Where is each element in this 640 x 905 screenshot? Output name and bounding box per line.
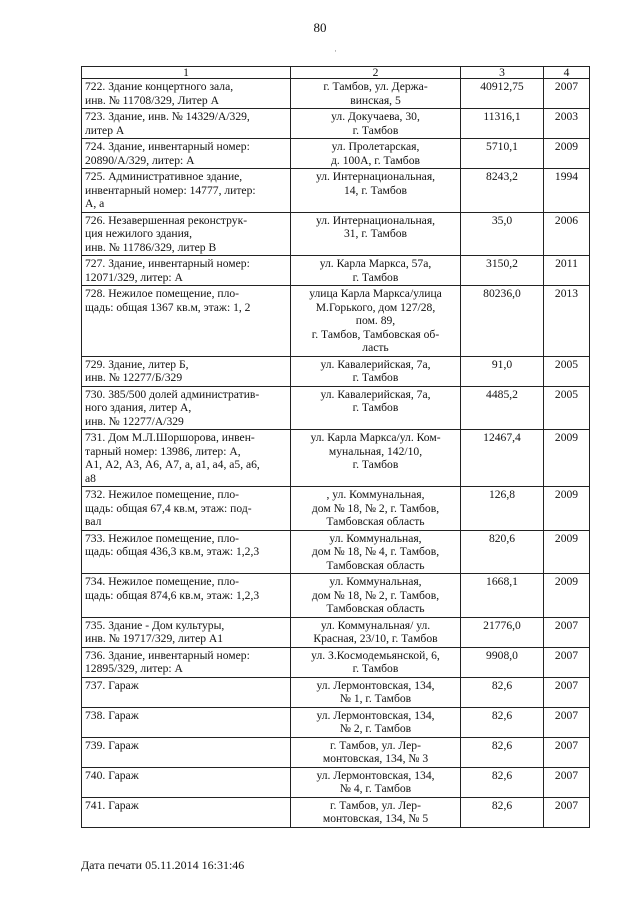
table-row [82,647,590,677]
area-cell: 1668,1 [461,574,544,618]
year-cell: 2007 [544,797,590,827]
address-cell: ул. Докучаева, 30, г. Тамбов [291,109,461,139]
object-name-cell: 723. Здание, инв. № 14329/А/329, литер А [82,109,291,139]
object-name-cell: 728. Нежилое помещение, пло- щадь: общая 1367 кв.м, этаж: 1, 2 [82,286,291,357]
table-header-row [82,67,590,79]
area-cell: 82,6 [461,737,544,767]
area-cell: 82,6 [461,797,544,827]
table-row [82,169,590,213]
address-cell: г. Тамбов, ул. Лер- монтовская, 134, № 3 [291,737,461,767]
object-name-cell: 735. Здание - Дом культуры, инв. № 19717/329, литер А1 [82,617,291,647]
table-row [82,797,590,827]
address-cell: улица Карла Маркса/улица М.Горького, дом 127/28, пом. 89, г. Тамбов, Тамбовская об- ласть [291,286,461,357]
address-cell: ул. Пролетарская, д. 100А, г. Тамбов [291,139,461,169]
object-name-cell: 736. Здание, инвентарный номер: 12895/329, литер: А [82,647,291,677]
area-cell: 11316,1 [461,109,544,139]
address-cell: ул. Интернациональная, 14, г. Тамбов [291,169,461,213]
object-name-cell: 730. 385/500 долей административ- ного здания, литер А, инв. № 12277/А/329 [82,386,291,430]
table-row [82,707,590,737]
table-row [82,767,590,797]
column-header-2: 2 [291,67,461,79]
address-cell: ул. З.Космодемьянской, 6, г. Тамбов [291,647,461,677]
print-date: Дата печати 05.11.2014 16:31:46 [81,858,245,872]
object-name-cell: 738. Гараж [82,707,291,737]
table-row [82,79,590,109]
area-cell: 3150,2 [461,256,544,286]
table-row [82,430,590,487]
object-name-cell: 734. Нежилое помещение, пло- щадь: общая 874,6 кв.м, этаж: 1,2,3 [82,574,291,618]
table-body [82,79,590,828]
address-cell: ул. Коммунальная/ ул. Красная, 23/10, г. Тамбов [291,617,461,647]
property-registry-table [81,66,590,828]
area-cell: 9908,0 [461,647,544,677]
year-cell: 2005 [544,356,590,386]
address-cell: , ул. Коммунальная, дом № 18, № 2, г. Тамбов, Тамбовская область [291,487,461,531]
year-cell: 2007 [544,617,590,647]
address-cell: ул. Интернациональная, 31, г. Тамбов [291,212,461,256]
year-cell: 2009 [544,574,590,618]
year-cell: 1994 [544,169,590,213]
column-header-4: 4 [544,67,590,79]
year-cell: 2007 [544,79,590,109]
area-cell: 8243,2 [461,169,544,213]
object-name-cell: 726. Незавершенная реконструк- ция нежилого здания, инв. № 11786/329, литер В [82,212,291,256]
address-cell: ул. Карла Маркса, 57а, г. Тамбов [291,256,461,286]
area-cell: 91,0 [461,356,544,386]
area-cell: 12467,4 [461,430,544,487]
table-row [82,386,590,430]
address-cell: ул. Кавалерийская, 7а, г. Тамбов [291,356,461,386]
object-name-cell: 733. Нежилое помещение, пло- щадь: общая 436,3 кв.м, этаж: 1,2,3 [82,530,291,574]
address-cell: ул. Карла Маркса/ул. Ком- мунальная, 142/10, г. Тамбов [291,430,461,487]
area-cell: 80236,0 [461,286,544,357]
table-row [82,677,590,707]
area-cell: 5710,1 [461,139,544,169]
year-cell: 2009 [544,139,590,169]
object-name-cell: 741. Гараж [82,797,291,827]
object-name-cell: 729. Здание, литер Б, инв. № 12277/Б/329 [82,356,291,386]
scan-mark: · [334,46,337,56]
object-name-cell: 739. Гараж [82,737,291,767]
year-cell: 2007 [544,737,590,767]
table-row [82,212,590,256]
table-row [82,286,590,357]
address-cell: ул. Кавалерийская, 7а, г. Тамбов [291,386,461,430]
address-cell: ул. Коммунальная, дом № 18, № 4, г. Тамбов, Тамбовская область [291,530,461,574]
year-cell: 2009 [544,487,590,531]
area-cell: 82,6 [461,767,544,797]
address-cell: ул. Лермонтовская, 134, № 2, г. Тамбов [291,707,461,737]
column-header-1: 1 [82,67,291,79]
table-row [82,139,590,169]
table-row [82,617,590,647]
page-number: 80 [313,20,327,35]
table-row [82,737,590,767]
year-cell: 2011 [544,256,590,286]
object-name-cell: 737. Гараж [82,677,291,707]
address-cell: ул. Коммунальная, дом № 18, № 2, г. Тамбов, Тамбовская область [291,574,461,618]
area-cell: 40912,75 [461,79,544,109]
year-cell: 2005 [544,386,590,430]
area-cell: 820,6 [461,530,544,574]
table-row [82,487,590,531]
table-row [82,256,590,286]
object-name-cell: 724. Здание, инвентарный номер: 20890/А/329, литер: А [82,139,291,169]
area-cell: 35,0 [461,212,544,256]
year-cell: 2007 [544,767,590,797]
address-cell: г. Тамбов, ул. Держа- винская, 5 [291,79,461,109]
object-name-cell: 722. Здание концертного зала, инв. № 11708/329, Литер А [82,79,291,109]
object-name-cell: 740. Гараж [82,767,291,797]
table-row [82,530,590,574]
address-cell: ул. Лермонтовская, 134, № 4, г. Тамбов [291,767,461,797]
table-row [82,574,590,618]
table-row [82,109,590,139]
year-cell: 2007 [544,707,590,737]
area-cell: 21776,0 [461,617,544,647]
table-row [82,356,590,386]
address-cell: г. Тамбов, ул. Лер- монтовская, 134, № 5 [291,797,461,827]
column-header-3: 3 [461,67,544,79]
address-cell: ул. Лермонтовская, 134, № 1, г. Тамбов [291,677,461,707]
object-name-cell: 725. Административное здание, инвентарный номер: 14777, литер: А, а [82,169,291,213]
area-cell: 82,6 [461,707,544,737]
year-cell: 2009 [544,530,590,574]
area-cell: 126,8 [461,487,544,531]
area-cell: 4485,2 [461,386,544,430]
year-cell: 2006 [544,212,590,256]
year-cell: 2009 [544,430,590,487]
object-name-cell: 727. Здание, инвентарный номер: 12071/329, литер: А [82,256,291,286]
year-cell: 2003 [544,109,590,139]
year-cell: 2007 [544,677,590,707]
object-name-cell: 732. Нежилое помещение, пло- щадь: общая 67,4 кв.м, этаж: под- вал [82,487,291,531]
object-name-cell: 731. Дом М.Л.Шоршорова, инвен- тарный номер: 13986, литер: А, А1, А2, А3, А6, А7, а, а1, а4, а5, а6, а8 [82,430,291,487]
year-cell: 2007 [544,647,590,677]
area-cell: 82,6 [461,677,544,707]
year-cell: 2013 [544,286,590,357]
